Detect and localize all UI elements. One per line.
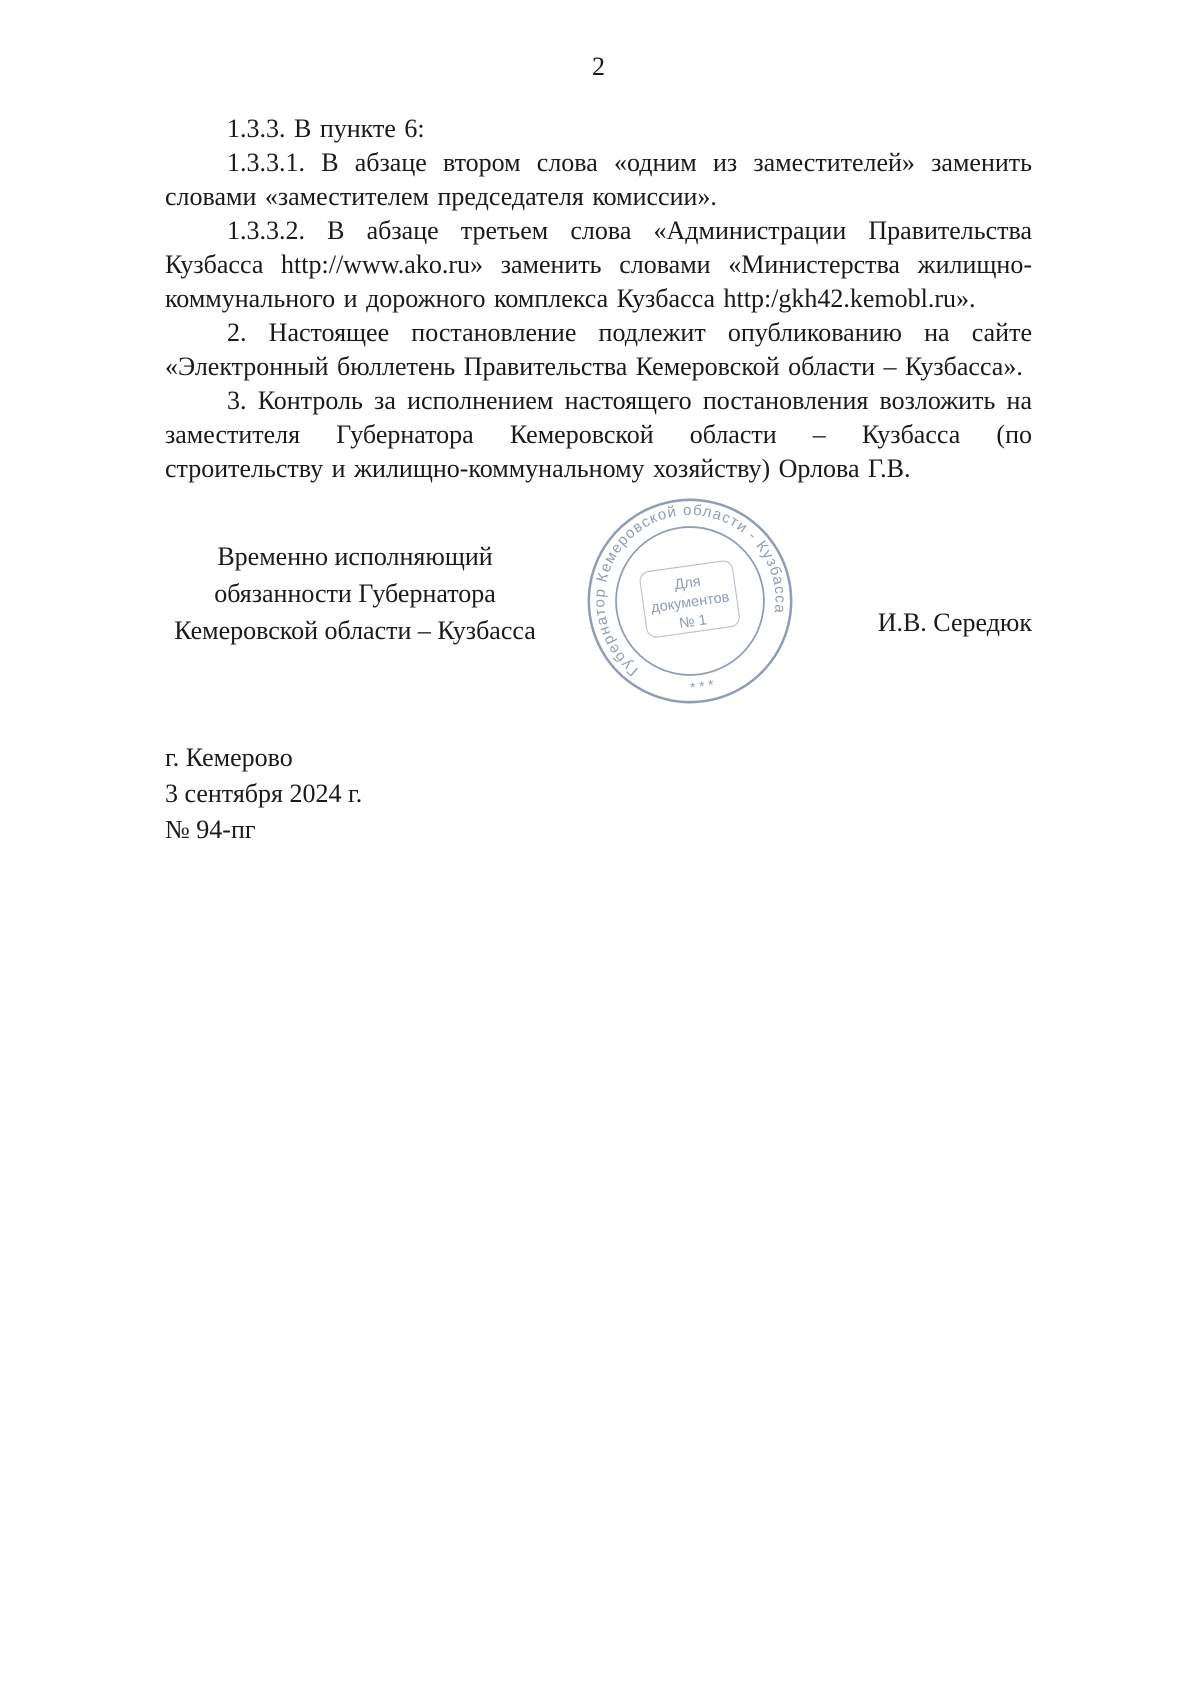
footer-doc-number: № 94-пг [165, 815, 256, 844]
footer-city: г. Кемерово [165, 743, 293, 772]
paragraph-2: 2. Настоящее постановление подлежит опубликованию на сайте «Электронный бюллетень Правительства Кемеровской области – Кузбасса». [165, 318, 1032, 381]
paragraph-1-3-3: 1.3.3. В пункте 6: [227, 114, 425, 143]
stamp-center-line3: № 1 [678, 612, 708, 632]
signature-block [165, 501, 1032, 728]
stamp-seal-icon [569, 480, 811, 722]
signer-position-line3: Кемеровской области – Кузбасса [174, 616, 536, 645]
paragraph-3: 3. Контроль за исполнением настоящего постановления возложить на заместителя Губернатора Кемеровской области – Кузбасса (по строительству и жилищно-коммунальному хозяйству) Орлова Г.В. [165, 386, 1032, 483]
paragraph-1-3-3-2: 1.3.3.2. В абзаце третьем слова «Администрации Правительства Кузбасса http://www.ako.ru» заменить словами «Министерства жилищно-коммунального и дорожного комплекса Кузбасса http:/gkh42.kemobl.ru». [165, 216, 1032, 313]
stamp-center-line1: Для [673, 573, 702, 594]
stamp-ring-text: Губернатор Кемеровской области - Кузбасса [591, 501, 789, 680]
page-number: 2 [592, 52, 605, 81]
footer-date: 3 сентября 2024 г. [165, 779, 363, 808]
paragraph-1-3-3-1: 1.3.3.1. В абзаце втором слова «одним из заместителей» заменить словами «заместителем председателя комиссии». [165, 148, 1032, 211]
document-body [165, 112, 1032, 486]
signer-position-line1: Временно исполняющий [217, 542, 493, 571]
official-stamp [569, 480, 811, 722]
document-footer [165, 740, 1032, 848]
stamp-center-line2: документов [650, 589, 731, 617]
stamp-stars: * * * [689, 677, 715, 696]
signer-name: И.В. Середюк [877, 608, 1032, 637]
signer-position-line2: обязанности Губернатора [214, 579, 496, 608]
signer-position [165, 538, 545, 649]
